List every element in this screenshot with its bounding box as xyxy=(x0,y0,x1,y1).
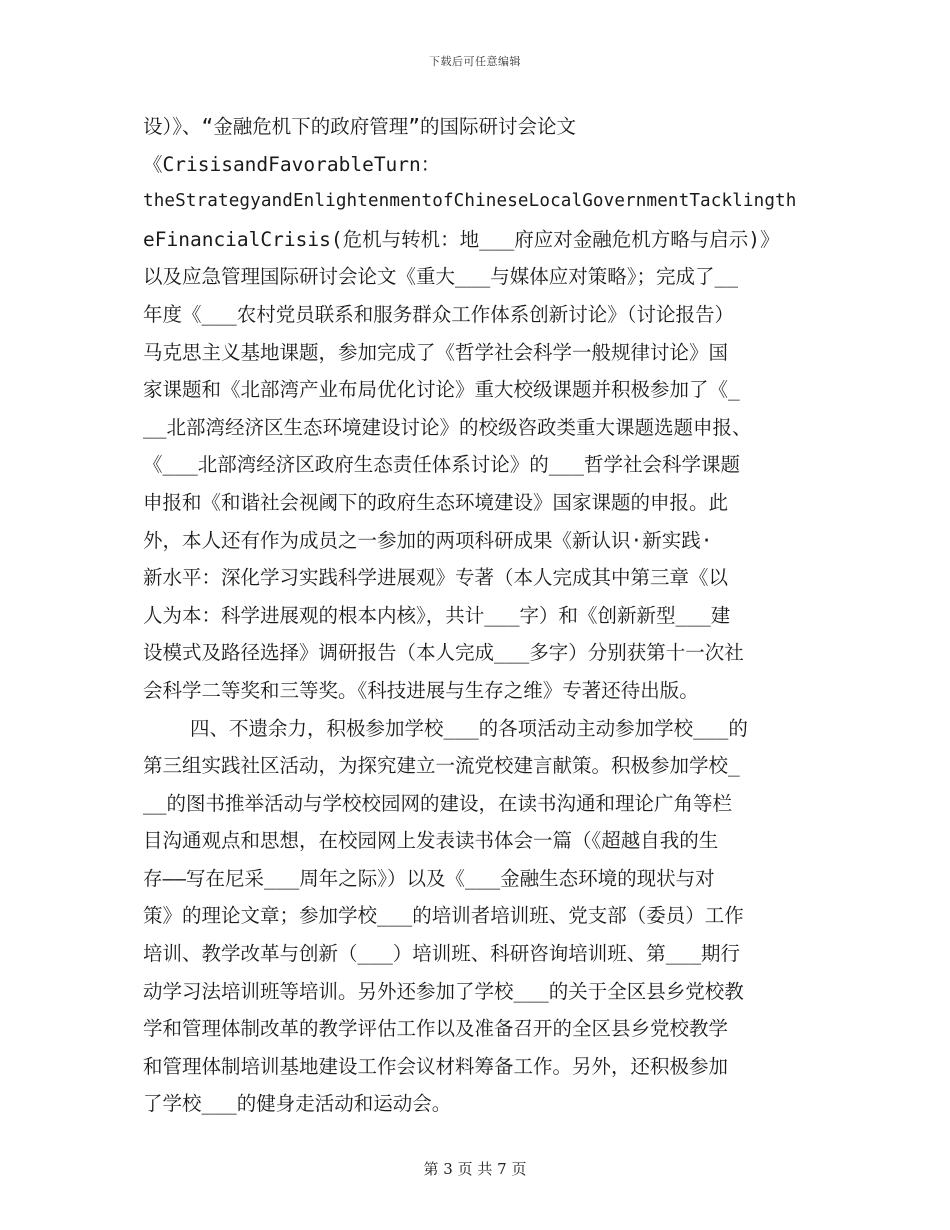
text-line: __的图书推举活动与学校校园网的建设，在读书沟通和理论广角等栏 xyxy=(143,791,732,815)
text-line: 新水平：深化学习实践科学进展观》专著（本人完成其中第三章《以 xyxy=(143,566,729,590)
text-line: 外，本人还有作为成员之一参加的两项科研成果《新认识·新实践· xyxy=(143,528,713,552)
text-line: 以及应急管理国际研讨会论文《重大___与媒体应对策略》；完成了__ xyxy=(143,265,738,289)
text-line: 和管理体制培训基地建设工作会议材料筹备工作。另外，还积极参加 xyxy=(143,1054,729,1078)
text-line: 会科学二等奖和三等奖。《科技进展与生存之维》专著还待出版。 xyxy=(143,678,699,702)
text-line: eFinancialCrisis(危机与转机：地___府应对金融危机方略与启示)》 xyxy=(143,227,780,251)
text-line: 申报和《和谐社会视阈下的政府生态环境建设》国家课题的申报。此 xyxy=(143,490,729,514)
text-line: 设）》、“金融危机下的政府管理”的国际研讨会论文 xyxy=(143,115,576,138)
page-number: 第 3 页 共 7 页 xyxy=(423,1160,527,1178)
text-line: 策》的理论文章；参加学校___的培训者培训班、党支部（委员）工作 xyxy=(143,904,744,928)
text-line: 年度《___农村党员联系和服务群众工作体系创新讨论》（讨论报告） xyxy=(143,302,734,326)
text-line: __北部湾经济区生态环境建设讨论》的校级咨政类重大课题选题申报、 xyxy=(143,415,752,439)
text-line: 马克思主义基地课题，参加完成了《哲学社会科学一般规律讨论》国 xyxy=(143,340,729,364)
text-line: 《___北部湾经济区政府生态责任体系讨论》的___哲学社会科学课题 xyxy=(143,453,740,477)
text-line: 人为本：科学进展观的根本内核》，共计___字）和《创新新型___建 xyxy=(143,603,731,627)
text-line: theStrategyandEnlightenmentofChineseLocalGovernmentTacklingth xyxy=(143,191,797,212)
text-line: 第三组实践社区活动，为探究建立一流党校建言献策。积极参加学校_ xyxy=(143,754,740,778)
text-line: 动学习法培训班等培训。另外还参加了学校___的关于全区县乡党校教 xyxy=(143,979,744,1003)
page-header: 下载后可任意编辑 xyxy=(429,55,521,68)
text-line: 培训、教学改革与创新（___）培训班、科研咨询培训班、第___期行 xyxy=(143,942,740,966)
text-line: 设模式及路径选择》调研报告（本人完成___多字）分别获第十一次社 xyxy=(143,641,744,665)
text-line: 家课题和《北部湾产业布局优化讨论》重大校级课题并积极参加了《_ xyxy=(143,378,740,402)
text-line: 了学校___的健身走活动和运动会。 xyxy=(143,1092,452,1116)
text-line: 目沟通观点和思想，在校园网上发表读书体会一篇（《超越自我的生 xyxy=(143,829,719,853)
text-line: 学和管理体制改革的教学评估工作以及准备召开的全区县乡党校教学 xyxy=(143,1017,729,1041)
paragraph-start-line: 四、不遗余力，积极参加学校___的各项活动主动参加学校___的 xyxy=(143,716,748,740)
text-line: 《CrisisandFavorableTurn： xyxy=(143,152,441,176)
text-line: 存——写在尼采___周年之际》）以及《___金融生态环境的现状与对 xyxy=(143,866,715,890)
document-body xyxy=(143,108,807,1123)
